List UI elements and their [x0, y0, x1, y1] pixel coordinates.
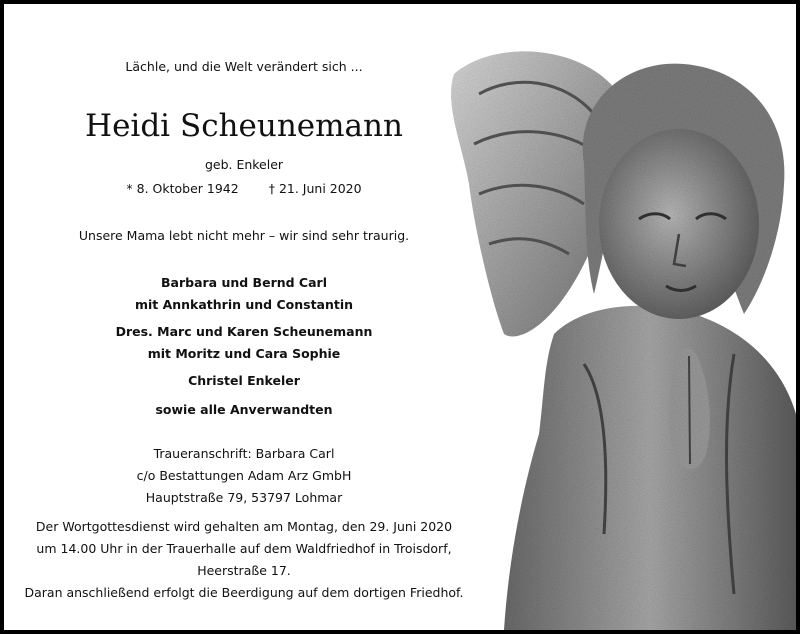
address-line: c/o Bestattungen Adam Arz GmbH: [136, 468, 352, 483]
address-line: Hauptstraße 79, 53797 Lohmar: [145, 490, 343, 505]
text-column: [4, 4, 484, 630]
obituary-notice: [4, 4, 796, 630]
mourner-line: Christel Enkeler: [188, 373, 300, 388]
life-dates: [4, 181, 484, 196]
mourning-message: Unsere Mama lebt nicht mehr – wir sind sehr traurig.: [78, 228, 410, 243]
mourner-line: sowie alle Anverwandten: [155, 402, 333, 417]
mourner-line: Dres. Marc und Karen Scheunemann: [115, 324, 373, 339]
motto: Lächle, und die Welt verändert sich ...: [125, 59, 363, 74]
death-date: † 21. Juni 2020: [268, 181, 362, 196]
deceased-name: Heidi Scheunemann: [85, 108, 403, 144]
service-line: Daran anschließend erfolgt die Beerdigung auf dem dortigen Friedhof.: [24, 585, 464, 600]
birth-date: * 8. Oktober 1942: [126, 181, 239, 196]
service-line: um 14.00 Uhr in der Trauerhalle auf dem Waldfriedhof in Troisdorf,: [36, 541, 452, 556]
service-line: Heerstraße 17.: [197, 563, 291, 578]
mourner-line: Barbara und Bernd Carl: [161, 275, 327, 290]
mourner-line: mit Moritz und Cara Sophie: [147, 346, 341, 361]
address-line: Traueranschrift: Barbara Carl: [153, 446, 335, 461]
maiden-name: geb. Enkeler: [204, 157, 284, 172]
mourner-line: mit Annkathrin und Constantin: [134, 297, 354, 312]
service-line: Der Wortgottesdienst wird gehalten am Montag, den 29. Juni 2020: [35, 519, 453, 534]
angel-statue-image: [434, 34, 796, 630]
